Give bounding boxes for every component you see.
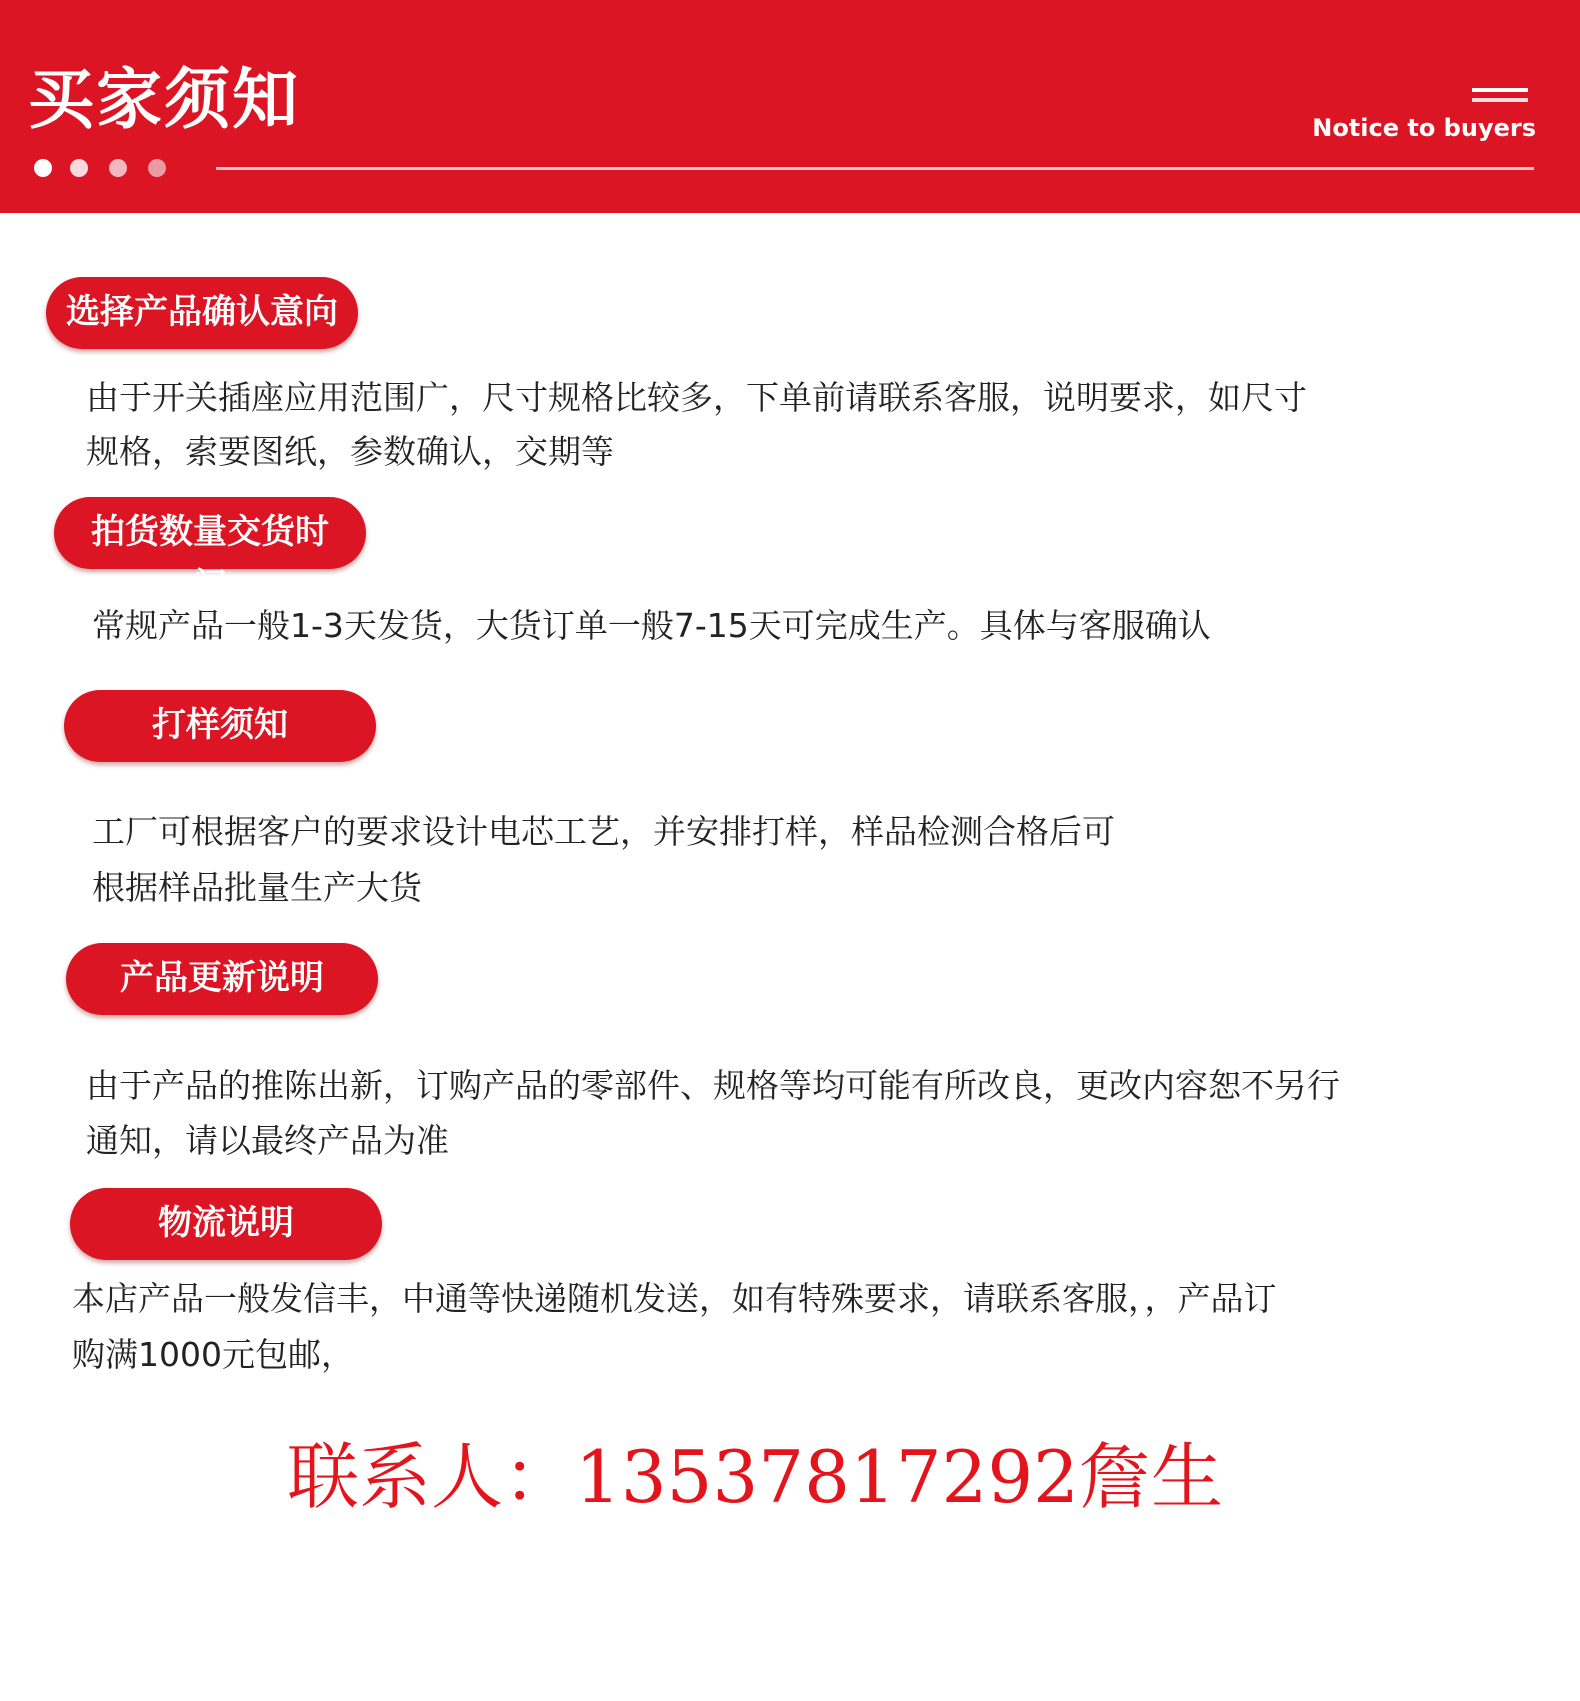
section-text-line: 根据样品批量生产大货 [92, 868, 422, 907]
section-text-line: 本店产品一般发信丰，中通等快递随机发送，如有特殊要求，请联系客服，，产品订 [72, 1279, 1277, 1318]
dot-4 [148, 159, 166, 177]
section-text-line: 规格，索要图纸，参数确认，交期等 [86, 432, 614, 471]
section-title-pill: 物流说明 [70, 1188, 382, 1260]
header-divider [216, 167, 1534, 170]
dot-2 [70, 159, 88, 177]
contact-info: 联系人：13537817292詹生 [287, 1435, 1223, 1519]
section-text-line: 常规产品一般1-3天发货，大货订单一般7-15天可完成生产。具体与客服确认 [92, 606, 1211, 645]
menu-icon [1472, 88, 1528, 108]
dot-1 [34, 159, 52, 177]
section-text-line: 由于产品的推陈出新，订购产品的零部件、规格等均可能有所改良，更改内容恕不另行 [86, 1066, 1340, 1105]
section-text-line: 工厂可根据客户的要求设计电芯工艺，并安排打样，样品检测合格后可 [92, 812, 1115, 851]
section-title-pill: 选择产品确认意向 [46, 277, 358, 349]
page-title: 买家须知 [28, 61, 300, 138]
header-banner [0, 0, 1580, 213]
section-title-pill: 打样须知 [64, 690, 376, 762]
header-subtitle: Notice to buyers [1312, 114, 1536, 142]
section-title-pill: 拍货数量交货时间 [54, 497, 366, 569]
section-text-line: 由于开关插座应用范围广，尺寸规格比较多，下单前请联系客服，说明要求，如尺寸 [86, 378, 1307, 417]
section-text-line: 购满1000元包邮， [72, 1335, 354, 1374]
section-text-line: 通知，请以最终产品为准 [86, 1121, 449, 1160]
section-title-pill: 产品更新说明 [66, 943, 378, 1015]
dot-3 [109, 159, 127, 177]
